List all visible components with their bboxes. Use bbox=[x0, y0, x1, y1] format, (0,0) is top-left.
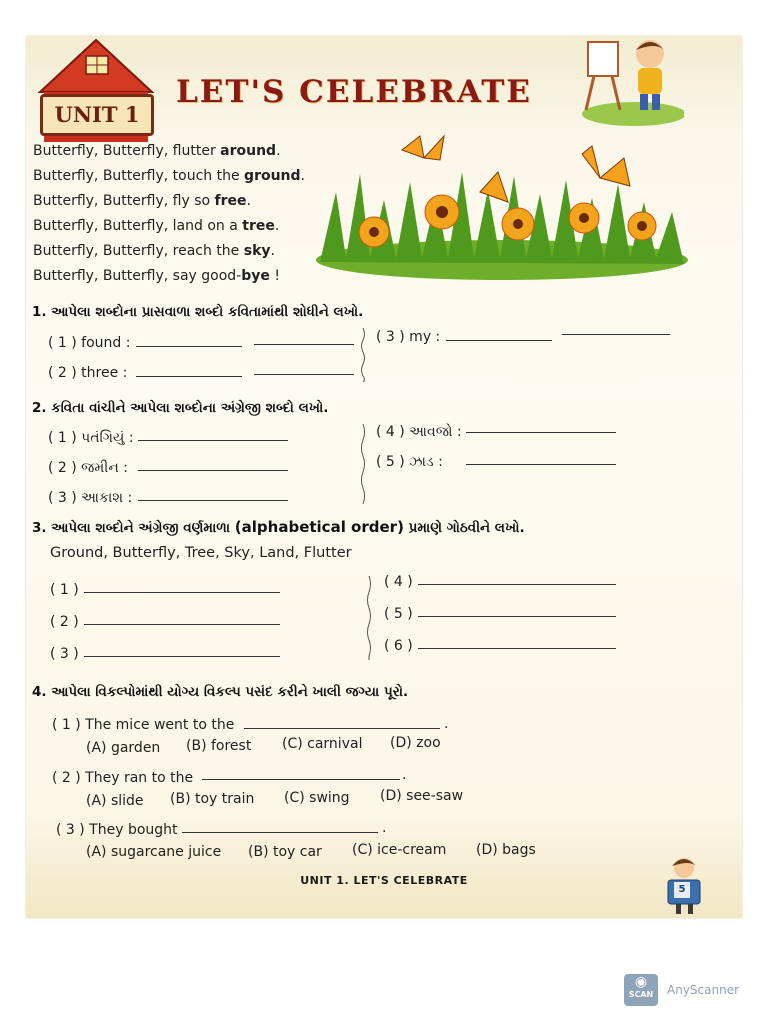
q1-item-1-label: ( 1 ) found : bbox=[48, 335, 131, 351]
question-2-title: 2. કવિતા વાંચીને આપેલા શબ્દોના અંગ્રેજી શબ્દો લખો. bbox=[32, 400, 329, 416]
q3-item-3-label: ( 3 ) bbox=[50, 646, 79, 662]
q3-item-5-label: ( 5 ) bbox=[384, 606, 413, 622]
q2-item-5-blank[interactable] bbox=[466, 464, 616, 465]
poem-line-end: . bbox=[246, 193, 251, 209]
poem-keyword: free bbox=[214, 193, 247, 209]
q4-item-2-blank[interactable] bbox=[202, 779, 400, 780]
q1-item-3-blank-b[interactable] bbox=[562, 334, 670, 335]
q4-item-3-blank[interactable] bbox=[182, 832, 378, 833]
painting-child-illustration bbox=[574, 36, 684, 128]
q3-word-list: Ground, Butterfly, Tree, Sky, Land, Flutter bbox=[50, 545, 352, 561]
q3-item-1-blank[interactable] bbox=[84, 592, 280, 593]
poem-line-end: ! bbox=[269, 268, 280, 284]
poem-keyword: around bbox=[220, 143, 277, 159]
q4-item-2-end: . bbox=[402, 767, 407, 783]
q1-item-2-blank-a[interactable] bbox=[136, 376, 242, 377]
q3-item-3-blank[interactable] bbox=[84, 656, 280, 657]
poem-line-text: Butterfly, Butterfly, fly so bbox=[33, 193, 215, 209]
q4-item-2-option-a[interactable]: (A) slide bbox=[86, 793, 144, 809]
q3-item-6-blank[interactable] bbox=[418, 648, 616, 649]
q3-item-1-label: ( 1 ) bbox=[50, 582, 79, 598]
poem-line bbox=[33, 193, 251, 209]
q2-item-1-blank[interactable] bbox=[138, 440, 288, 441]
q4-item-3-end: . bbox=[382, 820, 387, 836]
poem-keyword: sky bbox=[243, 243, 271, 259]
poem-line bbox=[33, 218, 279, 234]
q1-item-1-blank-b[interactable] bbox=[254, 344, 354, 345]
q1-item-2-label: ( 2 ) three : bbox=[48, 365, 128, 381]
poem-line-text: Butterfly, Butterfly, flutter bbox=[33, 143, 221, 159]
q1-item-3-blank-a[interactable] bbox=[446, 340, 552, 341]
poem-line bbox=[33, 143, 281, 159]
q4-item-1-blank[interactable] bbox=[244, 728, 440, 729]
poem-keyword: ground bbox=[244, 168, 301, 184]
q4-item-3-option-b[interactable]: (B) toy car bbox=[248, 844, 322, 860]
q2-item-5-label: ( 5 ) ઝાડ : bbox=[376, 454, 443, 470]
question-1-title: 1. આપેલા શબ્દોના પ્રાસવાળા શબ્દો કવિતામાંથી શોધીને લખો. bbox=[32, 304, 364, 320]
page-title: LET'S CELEBRATE bbox=[176, 74, 532, 110]
q4-item-3-option-d[interactable]: (D) bags bbox=[476, 842, 536, 858]
q3-item-4-label: ( 4 ) bbox=[384, 574, 413, 590]
q4-item-2-option-c[interactable]: (C) swing bbox=[284, 790, 350, 806]
q2-item-4-blank[interactable] bbox=[466, 432, 616, 433]
q4-item-1-option-b[interactable]: (B) forest bbox=[186, 738, 252, 754]
q1-item-1-blank-a[interactable] bbox=[136, 346, 242, 347]
column-divider bbox=[360, 424, 366, 504]
q4-item-2-option-b[interactable]: (B) toy train bbox=[170, 791, 255, 807]
q4-item-2-option-d[interactable]: (D) see-saw bbox=[380, 788, 464, 804]
q4-item-3-option-a[interactable]: (A) sugarcane juice bbox=[86, 844, 222, 860]
anyscanner-watermark: AnyScanner bbox=[667, 983, 740, 997]
page-footer: UNIT 1. LET'S CELEBRATE bbox=[300, 874, 468, 887]
q3-item-2-blank[interactable] bbox=[84, 624, 280, 625]
q4-item-1-option-a[interactable]: (A) garden bbox=[86, 740, 161, 756]
q4-item-1-stem: ( 1 ) The mice went to the bbox=[52, 717, 235, 733]
poem-line-end: . bbox=[300, 168, 305, 184]
poem-line bbox=[33, 243, 275, 259]
q2-item-3-label: ( 3 ) આકાશ : bbox=[48, 490, 133, 506]
q2-item-2-blank[interactable] bbox=[138, 470, 288, 471]
camera-icon: ◉ bbox=[634, 974, 648, 990]
poem-keyword: tree bbox=[242, 218, 275, 234]
q3-item-4-blank[interactable] bbox=[418, 584, 616, 585]
page-number: 5 bbox=[674, 882, 690, 898]
poem-line-text: Butterfly, Butterfly, land on a bbox=[33, 218, 243, 234]
q4-item-1-end: . bbox=[444, 716, 449, 732]
poem-keyword: bye bbox=[241, 268, 270, 284]
q3-title-english: (alphabetical order) bbox=[234, 518, 404, 536]
poem-line-text: Butterfly, Butterfly, say good- bbox=[33, 268, 242, 284]
column-divider bbox=[360, 328, 366, 382]
q2-item-3-blank[interactable] bbox=[138, 500, 288, 501]
poem-line-end: . bbox=[270, 243, 275, 259]
question-3-title bbox=[32, 518, 525, 536]
q4-item-1-option-d[interactable]: (D) zoo bbox=[390, 735, 441, 751]
column-divider bbox=[366, 576, 372, 660]
q3-item-5-blank[interactable] bbox=[418, 616, 616, 617]
worksheet-page bbox=[26, 36, 742, 918]
q2-item-4-label: ( 4 ) આવજો : bbox=[376, 424, 462, 440]
q3-title-post: પ્રમાણે ગોઠવીને લખો. bbox=[403, 520, 525, 536]
scan-badge-label: SCAN bbox=[628, 990, 654, 999]
q3-item-2-label: ( 2 ) bbox=[50, 614, 79, 630]
q1-item-2-blank-b[interactable] bbox=[254, 374, 354, 375]
poem-line-text: Butterfly, Butterfly, reach the bbox=[33, 243, 244, 259]
q2-item-2-label: ( 2 ) જમીન : bbox=[48, 460, 128, 476]
q4-item-1-option-c[interactable]: (C) carnival bbox=[282, 736, 363, 752]
poem-line-end: . bbox=[276, 143, 281, 159]
q2-item-1-label: ( 1 ) પતંગિયું : bbox=[48, 430, 134, 446]
butterfly-garden-illustration bbox=[312, 132, 688, 282]
poem-line bbox=[33, 268, 280, 284]
scan-badge bbox=[624, 974, 658, 1006]
q4-item-3-option-c[interactable]: (C) ice-cream bbox=[352, 842, 447, 858]
q4-item-3-stem: ( 3 ) They bought bbox=[56, 822, 178, 838]
poem-line-end: . bbox=[274, 218, 280, 234]
q1-item-3-label: ( 3 ) my : bbox=[376, 329, 441, 345]
poem-line bbox=[33, 168, 305, 184]
unit-badge: UNIT 1 bbox=[40, 94, 154, 136]
poem-line-text: Butterfly, Butterfly, touch the bbox=[33, 168, 245, 184]
q3-title-pre: 3. આપેલા શબ્દોને અંગ્રેજી વર્ણમાળા bbox=[32, 520, 235, 536]
q4-item-2-stem: ( 2 ) They ran to the bbox=[52, 770, 194, 786]
q3-item-6-label: ( 6 ) bbox=[384, 638, 413, 654]
question-4-title: 4. આપેલા વિકલ્પોમાંથી યોગ્ય વિકલ્પ પસંદ કરીને ખાલી જગ્યા પૂરો. bbox=[32, 684, 409, 700]
